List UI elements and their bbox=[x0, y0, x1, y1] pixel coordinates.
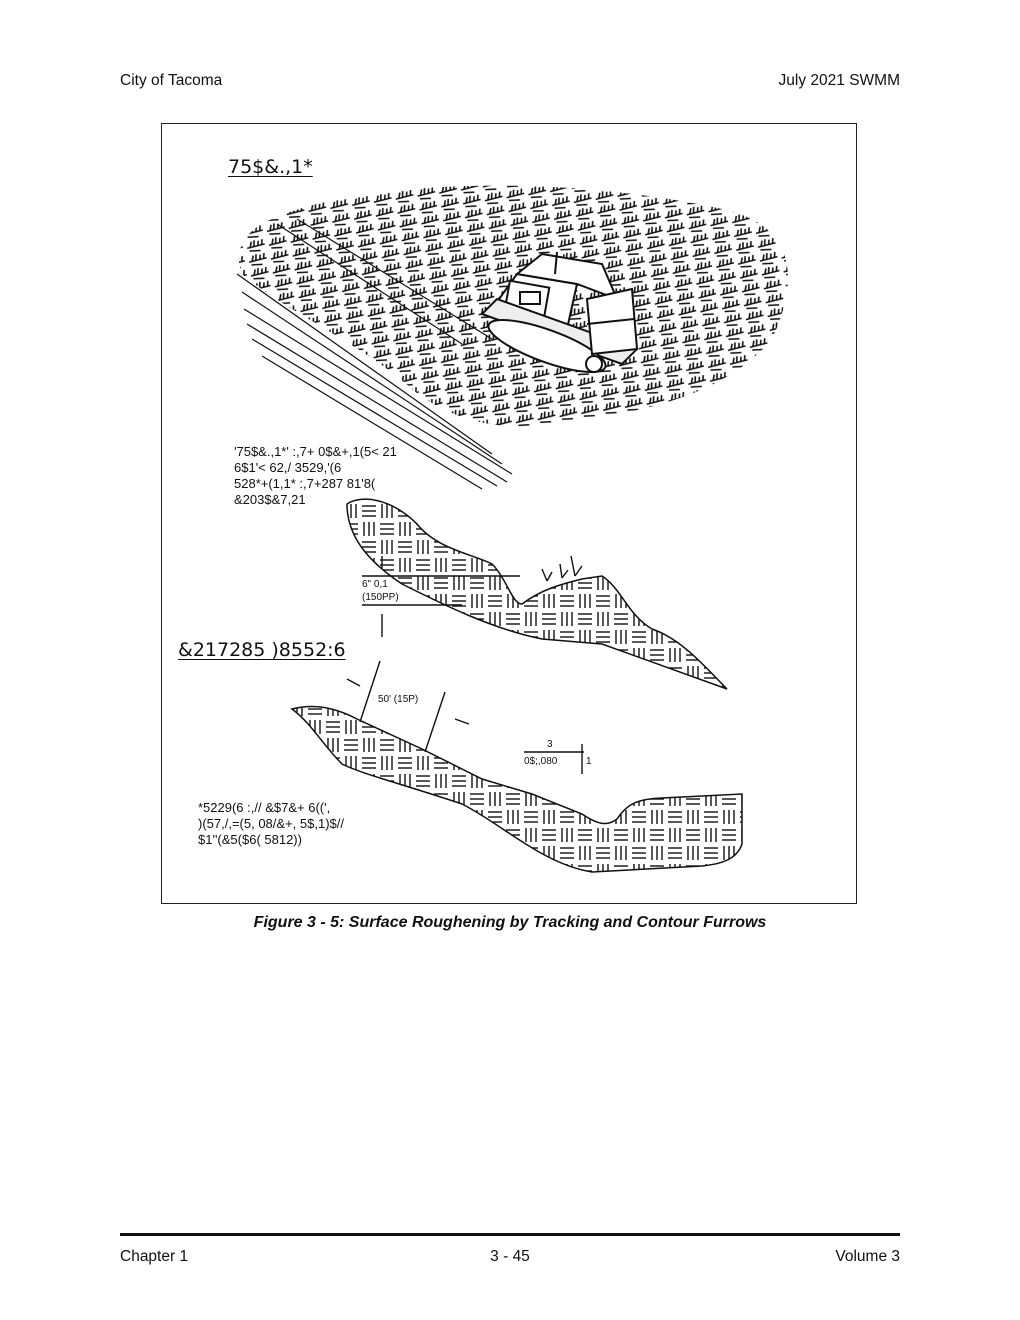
tracking-section-title: 75$&.,1* bbox=[228, 156, 313, 178]
footer-page-number: 3 - 45 bbox=[490, 1248, 530, 1265]
footer-chapter: Chapter 1 bbox=[120, 1248, 189, 1265]
slope-max-label: 0$;,080 bbox=[524, 756, 558, 767]
furrows-cross-section bbox=[292, 661, 742, 872]
tracking-cross-section bbox=[347, 499, 727, 689]
slope-run-label: 1 bbox=[586, 756, 592, 767]
footer-volume: Volume 3 bbox=[835, 1248, 900, 1265]
spacing-label: 50' (15P) bbox=[378, 694, 419, 705]
header-edition: July 2021 SWMM bbox=[778, 72, 900, 89]
depth-label: 6" 0,1 (150PP) bbox=[362, 579, 399, 603]
figure-caption: Figure 3 - 5: Surface Roughening by Tracking and Contour Furrows bbox=[253, 914, 767, 931]
furrows-note: *5229(6 :,// &$7&+ 6((', )(57,/,=(5, 08/&+, 5$,1)$// $1''(&5($6( 5812)) bbox=[198, 800, 344, 847]
slope-rise-label: 3 bbox=[547, 739, 553, 750]
furrows-section-title: &217285 )8552:6 bbox=[178, 639, 346, 661]
figure-frame bbox=[161, 123, 857, 904]
tracking-note: '75$&.,1*' :,7+ 0$&+,1(5< 21 6$1'< 62,/ 3529,'(6 528*+(1,1* :,7+287 81'8( &203$&7,21 bbox=[234, 444, 397, 507]
figure-illustration bbox=[162, 124, 858, 905]
header-org: City of Tacoma bbox=[120, 72, 223, 89]
footer-rule bbox=[120, 1233, 900, 1236]
